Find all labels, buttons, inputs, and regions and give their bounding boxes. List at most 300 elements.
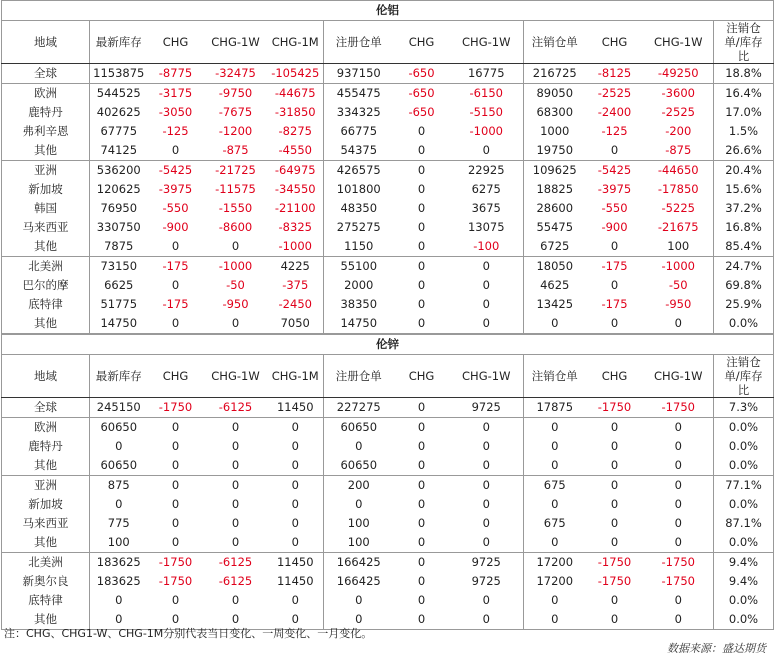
value-cell: 0 <box>450 314 524 334</box>
value-cell: 7050 <box>268 314 324 334</box>
value-cell: 0.0% <box>714 495 774 514</box>
value-cell: -3975 <box>597 182 632 196</box>
section-title: 伦锌 <box>2 335 774 355</box>
value-cell: 0 <box>148 476 204 496</box>
value-cell: 74125 <box>90 141 148 161</box>
value-cell: 0 <box>268 418 324 438</box>
value-cell: -175 <box>601 297 628 311</box>
value-cell: 0 <box>231 239 240 253</box>
value-cell: 0 <box>231 516 240 530</box>
table-row <box>2 533 774 553</box>
header-row <box>2 355 774 398</box>
table-row <box>2 295 774 314</box>
location-cell: 底特律 <box>2 591 90 610</box>
value-cell: 0 <box>524 437 586 456</box>
value-cell: 9.4% <box>714 572 774 591</box>
value-cell: 68300 <box>524 103 586 122</box>
value-cell: 0 <box>417 182 426 196</box>
value-cell: 0 <box>268 476 324 496</box>
location-cell: 其他 <box>2 456 90 476</box>
value-cell: 0 <box>482 497 490 511</box>
value-cell: 0 <box>482 593 490 607</box>
value-cell: -950 <box>222 297 249 311</box>
value-cell: 19750 <box>524 141 586 161</box>
value-cell: 3675 <box>471 201 501 215</box>
column-header: CHG <box>394 355 450 398</box>
value-cell: 0 <box>231 593 240 607</box>
value-cell: 0 <box>394 476 450 496</box>
value-cell: 0 <box>482 143 490 157</box>
value-cell: 216725 <box>524 64 586 84</box>
value-cell: 1153875 <box>90 64 148 84</box>
value-cell: 0 <box>231 458 240 472</box>
value-cell: 675 <box>524 514 586 533</box>
value-cell: 55100 <box>324 257 394 277</box>
value-cell: 166425 <box>324 572 394 591</box>
region-cell: 北美洲 <box>2 257 90 277</box>
value-cell: 0 <box>417 239 426 253</box>
value-cell: 18050 <box>524 257 586 277</box>
value-cell: 7.3% <box>714 398 774 418</box>
value-cell: 0 <box>417 516 426 530</box>
value-cell: 0 <box>171 497 180 511</box>
location-cell: 新奥尔良 <box>2 572 90 591</box>
value-cell: -4550 <box>278 143 312 157</box>
value-cell: 544525 <box>90 84 148 104</box>
value-cell: 60650 <box>90 456 148 476</box>
value-cell: 875 <box>90 476 148 496</box>
value-cell: 0 <box>291 458 299 472</box>
value-cell: 0 <box>482 535 490 549</box>
value-cell: -175 <box>162 297 189 311</box>
value-cell: 0 <box>524 610 586 630</box>
value-cell: -9750 <box>204 84 268 104</box>
value-cell: 17.0% <box>714 103 774 122</box>
value-cell: 0 <box>231 535 240 549</box>
value-cell: 0 <box>524 495 586 514</box>
value-cell: 60650 <box>324 456 394 476</box>
value-cell: -650 <box>394 84 450 104</box>
value-cell: 0 <box>90 495 148 514</box>
value-cell: 0 <box>610 278 619 292</box>
value-cell: 402625 <box>90 103 148 122</box>
value-cell: 120625 <box>90 180 148 199</box>
column-header: CHG-1W <box>450 21 524 64</box>
value-cell: -6125 <box>204 553 268 573</box>
value-cell: 60650 <box>324 418 394 438</box>
value-cell: 0 <box>610 535 619 549</box>
value-cell: 9725 <box>450 553 524 573</box>
section-title: 伦铝 <box>2 1 774 21</box>
value-cell: 0 <box>417 497 426 511</box>
value-cell: 6725 <box>524 237 586 257</box>
value-cell: 0 <box>674 593 682 607</box>
value-cell: -105425 <box>271 66 320 80</box>
value-cell: -1750 <box>158 400 193 414</box>
value-cell: 15.6% <box>714 180 774 199</box>
value-cell: -875 <box>665 143 692 157</box>
region-cell: 全球 <box>2 64 90 84</box>
value-cell: 25.9% <box>714 295 774 314</box>
value-cell: 0 <box>524 591 586 610</box>
location-cell: 韩国 <box>2 199 90 218</box>
value-cell: -8325 <box>278 220 312 234</box>
value-cell: 17200 <box>524 572 586 591</box>
value-cell: 0 <box>90 437 148 456</box>
value-cell: 0 <box>610 239 619 253</box>
column-header: CHG <box>586 355 644 398</box>
value-cell: 0 <box>450 418 524 438</box>
value-cell: -2400 <box>597 105 632 119</box>
data-source: 数据来源：盛达期货 <box>667 642 766 655</box>
value-cell: 0 <box>644 610 714 630</box>
section-table <box>1 0 774 334</box>
value-cell: 100 <box>324 514 394 533</box>
value-cell: 334325 <box>324 103 394 122</box>
column-header: CHG-1W <box>644 355 714 398</box>
value-cell: -950 <box>665 297 692 311</box>
value-cell: 48350 <box>324 199 394 218</box>
location-cell: 马来西亚 <box>2 514 90 533</box>
value-cell: -44650 <box>644 161 714 181</box>
value-cell: -2525 <box>586 84 644 104</box>
value-cell: -100 <box>473 239 500 253</box>
value-cell: 16775 <box>467 66 505 80</box>
value-cell: 0 <box>204 314 268 334</box>
value-cell: 0 <box>394 161 450 181</box>
value-cell: 6625 <box>90 276 148 295</box>
value-cell: 11450 <box>276 574 314 588</box>
value-cell: 937150 <box>324 64 394 84</box>
value-cell: 0 <box>231 439 240 453</box>
column-header: 地域 <box>2 21 90 64</box>
value-cell: 0 <box>674 516 682 530</box>
value-cell: -21725 <box>204 161 268 181</box>
table-row <box>2 591 774 610</box>
value-cell: 0 <box>417 574 426 588</box>
value-cell: 55475 <box>524 218 586 237</box>
table-row <box>2 84 774 104</box>
table-row <box>2 418 774 438</box>
value-cell: 0 <box>394 418 450 438</box>
value-cell: 22925 <box>450 161 524 181</box>
column-header: 注册仓单 <box>324 21 394 64</box>
table-row <box>2 122 774 141</box>
value-cell: 4225 <box>268 257 324 277</box>
value-cell: 0 <box>417 201 426 215</box>
table-row <box>2 398 774 418</box>
value-cell: 0 <box>324 610 394 630</box>
value-cell: 0 <box>417 400 426 414</box>
table-row <box>2 64 774 84</box>
value-cell: 0 <box>674 458 682 472</box>
value-cell: 0 <box>394 553 450 573</box>
column-header: CHG-1W <box>450 355 524 398</box>
value-cell: 0 <box>148 610 204 630</box>
value-cell: -3600 <box>644 84 714 104</box>
value-cell: 18.8% <box>714 64 774 84</box>
value-cell: 0 <box>586 418 644 438</box>
value-cell: 0 <box>482 278 490 292</box>
value-cell: 0 <box>417 278 426 292</box>
value-cell: 0 <box>268 610 324 630</box>
table-row <box>2 276 774 295</box>
table-row <box>2 237 774 257</box>
table-row <box>2 437 774 456</box>
value-cell: 166425 <box>324 553 394 573</box>
value-cell: 0 <box>524 314 586 334</box>
column-header: 注册仓单 <box>324 355 394 398</box>
table-row <box>2 257 774 277</box>
value-cell: 0 <box>394 257 450 277</box>
value-cell: 675 <box>524 476 586 496</box>
value-cell: 0 <box>417 143 426 157</box>
value-cell: 0 <box>324 495 394 514</box>
value-cell: 1.5% <box>714 122 774 141</box>
value-cell: -1750 <box>661 400 695 414</box>
value-cell: 0 <box>482 458 490 472</box>
value-cell: 73150 <box>90 257 148 277</box>
region-cell: 欧洲 <box>2 418 90 438</box>
value-cell: 0 <box>644 476 714 496</box>
value-cell: 0 <box>417 593 426 607</box>
value-cell: 0 <box>610 516 619 530</box>
value-cell: 775 <box>90 514 148 533</box>
value-cell: 0 <box>610 458 619 472</box>
value-cell: 0 <box>524 456 586 476</box>
value-cell: -1550 <box>218 201 253 215</box>
value-cell: -8775 <box>158 66 193 80</box>
value-cell: -50 <box>226 278 245 292</box>
value-cell: -900 <box>162 220 189 234</box>
value-cell: 0 <box>450 476 524 496</box>
value-cell: 0 <box>204 610 268 630</box>
column-header: CHG-1W <box>204 355 268 398</box>
value-cell: 0 <box>644 418 714 438</box>
value-cell: 0 <box>204 418 268 438</box>
value-cell: 14750 <box>90 314 148 334</box>
location-cell: 新加坡 <box>2 495 90 514</box>
value-cell: 1150 <box>324 237 394 257</box>
value-cell: -1200 <box>218 124 253 138</box>
value-cell: 4625 <box>524 276 586 295</box>
value-cell: 0 <box>417 124 426 138</box>
column-header: 注销仓单 <box>524 355 586 398</box>
value-cell: 0 <box>90 610 148 630</box>
value-cell: 275275 <box>324 218 394 237</box>
value-cell: 0.0% <box>714 591 774 610</box>
value-cell: -2525 <box>661 105 695 119</box>
value-cell: -1000 <box>644 257 714 277</box>
column-header: 最新库存 <box>90 355 148 398</box>
value-cell: 0 <box>674 535 682 549</box>
value-cell: 0 <box>524 418 586 438</box>
value-cell: 9725 <box>471 400 501 414</box>
value-cell: 0 <box>171 458 180 472</box>
value-cell: -6125 <box>218 400 253 414</box>
value-cell: 60650 <box>90 418 148 438</box>
value-cell: 0 <box>171 439 180 453</box>
column-header: 注销仓单/库存比 <box>714 21 774 64</box>
column-header: 地域 <box>2 355 90 398</box>
value-cell: 0 <box>417 297 426 311</box>
location-cell: 弗利辛恩 <box>2 122 90 141</box>
value-cell: 7875 <box>90 237 148 257</box>
value-cell: -1750 <box>597 400 632 414</box>
value-cell: -50 <box>668 278 688 292</box>
value-cell: 11450 <box>276 400 314 414</box>
location-cell: 巴尔的摩 <box>2 276 90 295</box>
column-header: CHG <box>586 21 644 64</box>
value-cell: 14750 <box>324 314 394 334</box>
region-cell: 欧洲 <box>2 84 90 104</box>
value-cell: 0 <box>291 593 299 607</box>
region-cell: 亚洲 <box>2 161 90 181</box>
value-cell: 13075 <box>467 220 505 234</box>
value-cell: 0 <box>644 314 714 334</box>
value-cell: 0 <box>171 593 180 607</box>
column-header: 最新库存 <box>90 21 148 64</box>
value-cell: -34550 <box>274 182 316 196</box>
column-header: 注销仓单 <box>524 21 586 64</box>
value-cell: 183625 <box>90 553 148 573</box>
value-cell: 18825 <box>524 180 586 199</box>
location-cell: 其他 <box>2 533 90 553</box>
value-cell: 245150 <box>90 398 148 418</box>
value-cell: -3175 <box>148 84 204 104</box>
value-cell: 0 <box>586 610 644 630</box>
region-cell: 亚洲 <box>2 476 90 496</box>
value-cell: 0 <box>291 497 299 511</box>
value-cell: 100 <box>324 533 394 553</box>
footnote: 注：CHG、CHG1-W、CHG-1M分别代表当日变化、一周变化、一月变化。 <box>4 627 373 640</box>
value-cell: -900 <box>601 220 628 234</box>
location-cell: 其他 <box>2 314 90 334</box>
value-cell: -1750 <box>148 553 204 573</box>
value-cell: -7675 <box>218 105 253 119</box>
value-cell: -1750 <box>597 574 632 588</box>
value-cell: -1000 <box>204 257 268 277</box>
value-cell: 0.0% <box>714 314 774 334</box>
value-cell: -21100 <box>274 201 316 215</box>
value-cell: 0.0% <box>714 418 774 438</box>
value-cell: 9725 <box>471 574 501 588</box>
value-cell: 37.2% <box>714 199 774 218</box>
table-row <box>2 314 774 334</box>
column-header: 注销仓单/库存比 <box>714 355 774 398</box>
location-cell: 其他 <box>2 141 90 161</box>
value-cell: 2000 <box>324 276 394 295</box>
value-cell: -11575 <box>215 182 256 196</box>
value-cell: 0 <box>171 278 180 292</box>
location-cell: 马来西亚 <box>2 218 90 237</box>
value-cell: -1750 <box>661 574 695 588</box>
value-cell: 455475 <box>324 84 394 104</box>
value-cell: 0 <box>482 516 490 530</box>
value-cell: 77.1% <box>714 476 774 496</box>
value-cell: -6150 <box>450 84 524 104</box>
value-cell: -5225 <box>661 201 695 215</box>
table-row <box>2 199 774 218</box>
value-cell: 0.0% <box>714 533 774 553</box>
table-row <box>2 476 774 496</box>
value-cell: -6125 <box>218 574 253 588</box>
table-row <box>2 218 774 237</box>
value-cell: 0.0% <box>714 610 774 630</box>
value-cell: 100 <box>90 533 148 553</box>
value-cell: 0 <box>450 610 524 630</box>
value-cell: 0 <box>674 439 682 453</box>
value-cell: -875 <box>222 143 249 157</box>
value-cell: -1000 <box>278 239 312 253</box>
value-cell: -44675 <box>268 84 324 104</box>
value-cell: -650 <box>408 66 435 80</box>
value-cell: 0 <box>148 418 204 438</box>
location-cell: 底特律 <box>2 295 90 314</box>
value-cell: 0 <box>204 476 268 496</box>
value-cell: 0 <box>324 437 394 456</box>
value-cell: -31850 <box>274 105 316 119</box>
value-cell: 54375 <box>324 141 394 161</box>
table-row <box>2 161 774 181</box>
value-cell: 20.4% <box>714 161 774 181</box>
value-cell: 38350 <box>324 295 394 314</box>
value-cell: 67775 <box>90 122 148 141</box>
value-cell: -550 <box>162 201 189 215</box>
value-cell: 76950 <box>90 199 148 218</box>
value-cell: -125 <box>601 124 628 138</box>
location-cell: 其他 <box>2 610 90 630</box>
value-cell: 0 <box>586 476 644 496</box>
value-cell: 0 <box>231 497 240 511</box>
value-cell: 0 <box>417 535 426 549</box>
region-cell: 全球 <box>2 398 90 418</box>
value-cell: 13425 <box>524 295 586 314</box>
value-cell: 6275 <box>471 182 501 196</box>
value-cell: -8125 <box>597 66 632 80</box>
value-cell: -650 <box>408 105 435 119</box>
column-header: CHG <box>148 355 204 398</box>
value-cell: 0 <box>586 314 644 334</box>
value-cell: 51775 <box>90 295 148 314</box>
value-cell: -5425 <box>148 161 204 181</box>
value-cell: -550 <box>601 201 628 215</box>
value-cell: 0 <box>610 497 619 511</box>
table-row <box>2 514 774 533</box>
value-cell: -5425 <box>586 161 644 181</box>
table-row <box>2 456 774 476</box>
value-cell: -17850 <box>657 182 699 196</box>
value-cell: -3975 <box>158 182 193 196</box>
value-cell: 0 <box>394 610 450 630</box>
value-cell: 0 <box>610 439 619 453</box>
value-cell: 0 <box>482 297 490 311</box>
column-header: CHG-1M <box>268 21 324 64</box>
value-cell: 0 <box>674 497 682 511</box>
value-cell: 0 <box>610 143 619 157</box>
value-cell: 100 <box>667 239 690 253</box>
value-cell: 1000 <box>524 122 586 141</box>
value-cell: -64975 <box>268 161 324 181</box>
value-cell: -175 <box>148 257 204 277</box>
value-cell: 0 <box>171 239 180 253</box>
column-header: CHG <box>394 21 450 64</box>
location-cell: 新加坡 <box>2 180 90 199</box>
column-header: CHG-1W <box>644 21 714 64</box>
table-row <box>2 572 774 591</box>
value-cell: -1000 <box>469 124 503 138</box>
value-cell: -125 <box>162 124 189 138</box>
